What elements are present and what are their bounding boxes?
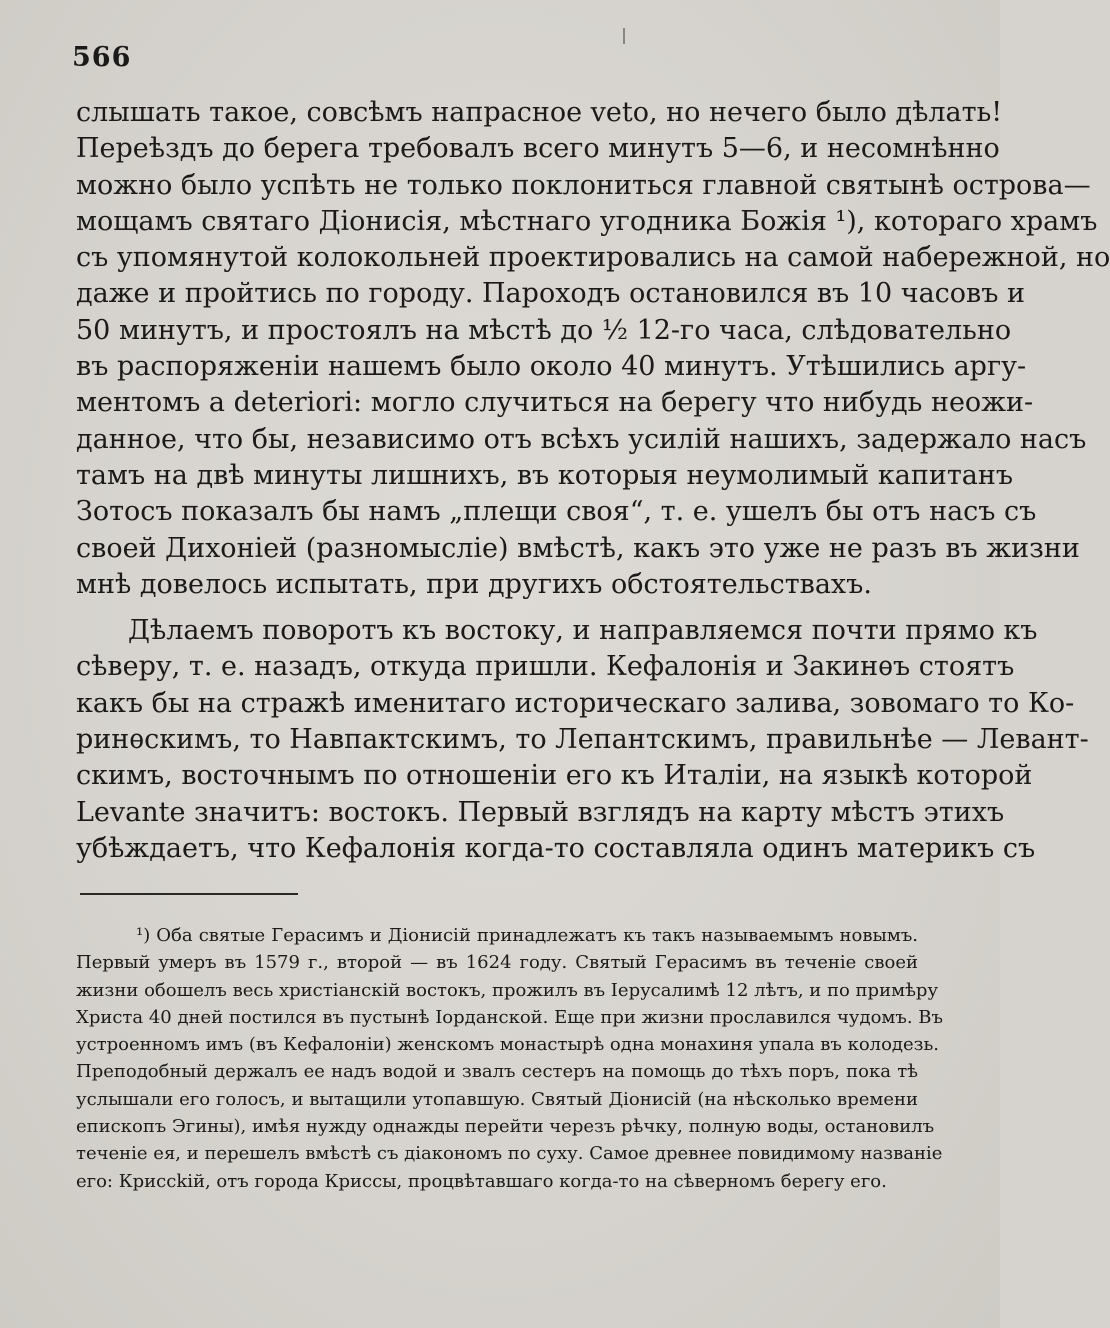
body-line: даже и пройтись по городу. Пароходъ остановился въ 10 часовъ и [76, 278, 1025, 310]
footnotes [76, 922, 943, 1195]
body-line: слышать такое, совсѣмъ напрасное veto, но нечего было дѣлать! [76, 97, 1003, 128]
body-line: ментомъ a deteriori: могло случиться на берегу что нибудь неожи- [76, 387, 1034, 419]
body-line: убѣждаетъ, что Кефалонія когда-то составляла одинъ материкъ съ [76, 832, 1036, 864]
body-line: 50 минутъ, и простоялъ на мѣстѣ до ½ 12-го часа, слѣдовательно [76, 314, 1012, 346]
body-line: мощамъ святаго Діонисія, мѣстнаго угодника Божія ¹), котораго храмъ [76, 205, 1098, 237]
paragraph-gap [76, 603, 914, 613]
body-line: съ упомянутой колокольней проектировались на самой набережной, но [76, 242, 1110, 274]
page-number: 566 [72, 42, 132, 73]
body-line: какъ бы на стражѣ именитаго историческаго залива, зовомаго то Ко- [76, 687, 1075, 719]
body-line: Зотосъ показалъ бы намъ „плещи своя“, т. е. ушелъ бы отъ насъ съ [76, 496, 1037, 528]
body-line: данное, что бы, независимо отъ всѣхъ усилій нашихъ, задержало насъ [76, 423, 1087, 455]
body-line: тамъ на двѣ минуты лишнихъ, въ которыя неумолимый капитанъ [76, 459, 1014, 491]
body-line: Levante значитъ: востокъ. Первый взглядъ на карту мѣстъ этихъ [76, 796, 1005, 828]
footnote-line: устроенномъ имъ (въ Кефалоніи) женскомъ монастырѣ одна монахиня упала въ колодезь. [76, 1034, 940, 1056]
footnote-line: Христа 40 дней постился въ пустынѣ Іорданской. Еще при жизни прославился чудомъ. Въ [76, 1006, 943, 1028]
body-line: Дѣлаемъ поворотъ къ востоку, и направляемся почти прямо къ [128, 615, 1038, 647]
footnote-line: Преподобный держалъ ее надъ водой и звалъ сестеръ на помощь до тѣхъ поръ, пока тѣ [76, 1061, 918, 1083]
body-line: скимъ, восточнымъ по отношеніи его къ Италіи, на языкѣ которой [76, 760, 1033, 792]
scan-mark [623, 28, 625, 44]
footnote-line: епископъ Эгины), имѣя нужду однажды перейти черезъ рѣчку, полную воды, остановилъ [76, 1116, 935, 1138]
footnote-divider [80, 893, 298, 895]
footnote-line: жизни обошелъ весь христіанскій востокъ, прожилъ въ Іерусалимѣ 12 лѣтъ, и по примѣру [76, 979, 939, 1001]
footnote-line: Первый умеръ въ 1579 г., второй — въ 1624 году. Святый Герасимъ въ теченіе своей [76, 952, 918, 974]
body-line: Переѣздъ до берега требовалъ всего минутъ 5—6, и несомнѣнно [76, 133, 1000, 165]
body-line: сѣверу, т. е. назадъ, откуда пришли. Кефалонія и Закинѳъ стоятъ [76, 651, 1015, 683]
footnote-line: услышали его голосъ, и вытащили утопавшую. Святый Діонисій (на нѣсколько времени [76, 1088, 918, 1110]
footnote-line: его: Криссkій, отъ города Криссы, процвѣтавшаго когда-то на сѣверномъ берегу его. [76, 1170, 887, 1192]
footnote-line: ¹) Оба святые Герасимъ и Діонисій принадлежатъ къ такъ называемымъ новымъ. [136, 925, 918, 946]
body-line: своей Дихоніей (разномысліе) вмѣстѣ, какъ это уже не разъ въ жизни [76, 532, 1080, 564]
body-line: ринѳскимъ, то Навпактскимъ, то Лепантскимъ, правильнѣе — Левант- [76, 724, 1089, 756]
body-line: въ распоряженіи нашемъ было около 40 минутъ. Утѣшились аргу- [76, 351, 1027, 383]
body-line: можно было успѣть не только поклониться главной святынѣ острова— [76, 169, 1091, 201]
footnote-line: теченіе ея, и перешелъ вмѣстѣ съ діакономъ по суху. Самое древнее повидимому названіе [76, 1143, 943, 1165]
body-line: мнѣ довелось испытать, при другихъ обстоятельствахъ. [76, 568, 872, 600]
body-text [76, 95, 1110, 867]
